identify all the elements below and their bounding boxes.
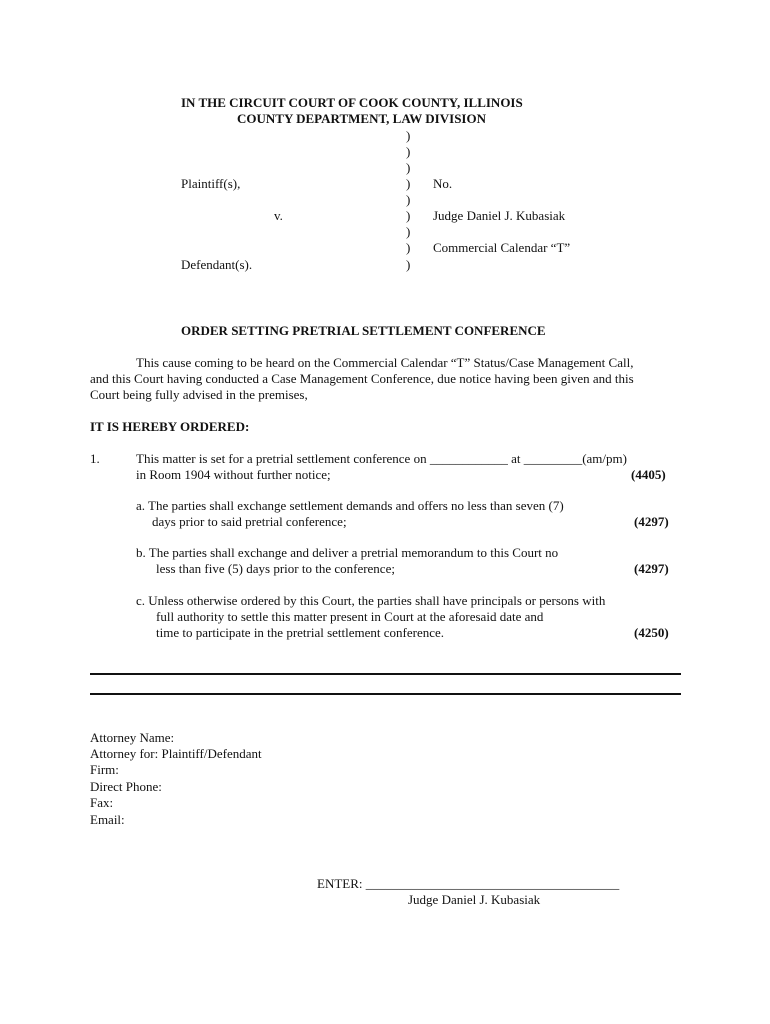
subitem-line: c. Unless otherwise ordered by this Court, the parties shall have principals or persons with bbox=[136, 593, 606, 608]
firm-label: Firm: bbox=[90, 762, 119, 777]
defendant-label: Defendant(s). bbox=[181, 257, 253, 272]
email-label: Email: bbox=[90, 812, 125, 827]
order-title: ORDER SETTING PRETRIAL SETTLEMENT CONFERENCE bbox=[181, 323, 546, 338]
court-name: IN THE CIRCUIT COURT OF COOK COUNTY, ILLINOIS bbox=[181, 95, 523, 110]
caption-paren: ) bbox=[406, 160, 411, 175]
subitem-code: (4297) bbox=[634, 561, 669, 576]
divider-line bbox=[90, 693, 681, 695]
subitem-line: less than five (5) days prior to the conference; bbox=[156, 561, 395, 576]
fax-label: Fax: bbox=[90, 795, 114, 810]
versus-label: v. bbox=[274, 208, 283, 223]
subitem-line: time to participate in the pretrial settlement conference. bbox=[156, 625, 445, 640]
item-line: in Room 1904 without further notice; bbox=[136, 467, 331, 482]
intro-line: Court being fully advised in the premises, bbox=[90, 387, 308, 402]
caption-paren: ) bbox=[406, 128, 411, 143]
item-line: This matter is set for a pretrial settlement conference on ____________ at _________(am/pm) bbox=[136, 451, 627, 466]
caption-paren: ) bbox=[406, 192, 411, 207]
ordered-heading: IT IS HEREBY ORDERED: bbox=[90, 419, 250, 434]
caption-paren: ) bbox=[406, 224, 411, 239]
subitem-line: days prior to said pretrial conference; bbox=[152, 514, 347, 529]
divider-line bbox=[90, 673, 681, 675]
caption-paren: ) bbox=[406, 208, 411, 223]
intro-line: and this Court having conducted a Case Management Conference, due notice having been given and this bbox=[90, 371, 634, 386]
caption-paren: ) bbox=[406, 257, 411, 272]
subitem-line: b. The parties shall exchange and deliver a pretrial memorandum to this Court no bbox=[136, 545, 559, 560]
subitem-line: full authority to settle this matter present in Court at the aforesaid date and bbox=[156, 609, 544, 624]
judge-name: Judge Daniel J. Kubasiak bbox=[433, 208, 566, 223]
item-code: (4405) bbox=[631, 467, 666, 482]
caption-paren: ) bbox=[406, 176, 411, 191]
caption-paren: ) bbox=[406, 240, 411, 255]
item-number: 1. bbox=[90, 451, 100, 466]
signing-judge-name: Judge Daniel J. Kubasiak bbox=[408, 892, 541, 907]
attorney-name-label: Attorney Name: bbox=[90, 730, 175, 745]
attorney-for-label: Attorney for: Plaintiff/Defendant bbox=[90, 746, 262, 761]
direct-phone-label: Direct Phone: bbox=[90, 779, 162, 794]
subitem-code: (4250) bbox=[634, 625, 669, 640]
subitem-line: a. The parties shall exchange settlement demands and offers no less than seven (7) bbox=[136, 498, 564, 513]
case-number-label: No. bbox=[433, 176, 453, 191]
caption-paren: ) bbox=[406, 144, 411, 159]
enter-signature-line: ENTER: _______________________________________ bbox=[317, 876, 620, 891]
court-division: COUNTY DEPARTMENT, LAW DIVISION bbox=[237, 111, 486, 126]
intro-line: This cause coming to be heard on the Commercial Calendar “T” Status/Case Management Call, bbox=[136, 355, 634, 370]
subitem-code: (4297) bbox=[634, 514, 669, 529]
calendar-label: Commercial Calendar “T” bbox=[433, 240, 571, 255]
plaintiff-label: Plaintiff(s), bbox=[181, 176, 241, 191]
